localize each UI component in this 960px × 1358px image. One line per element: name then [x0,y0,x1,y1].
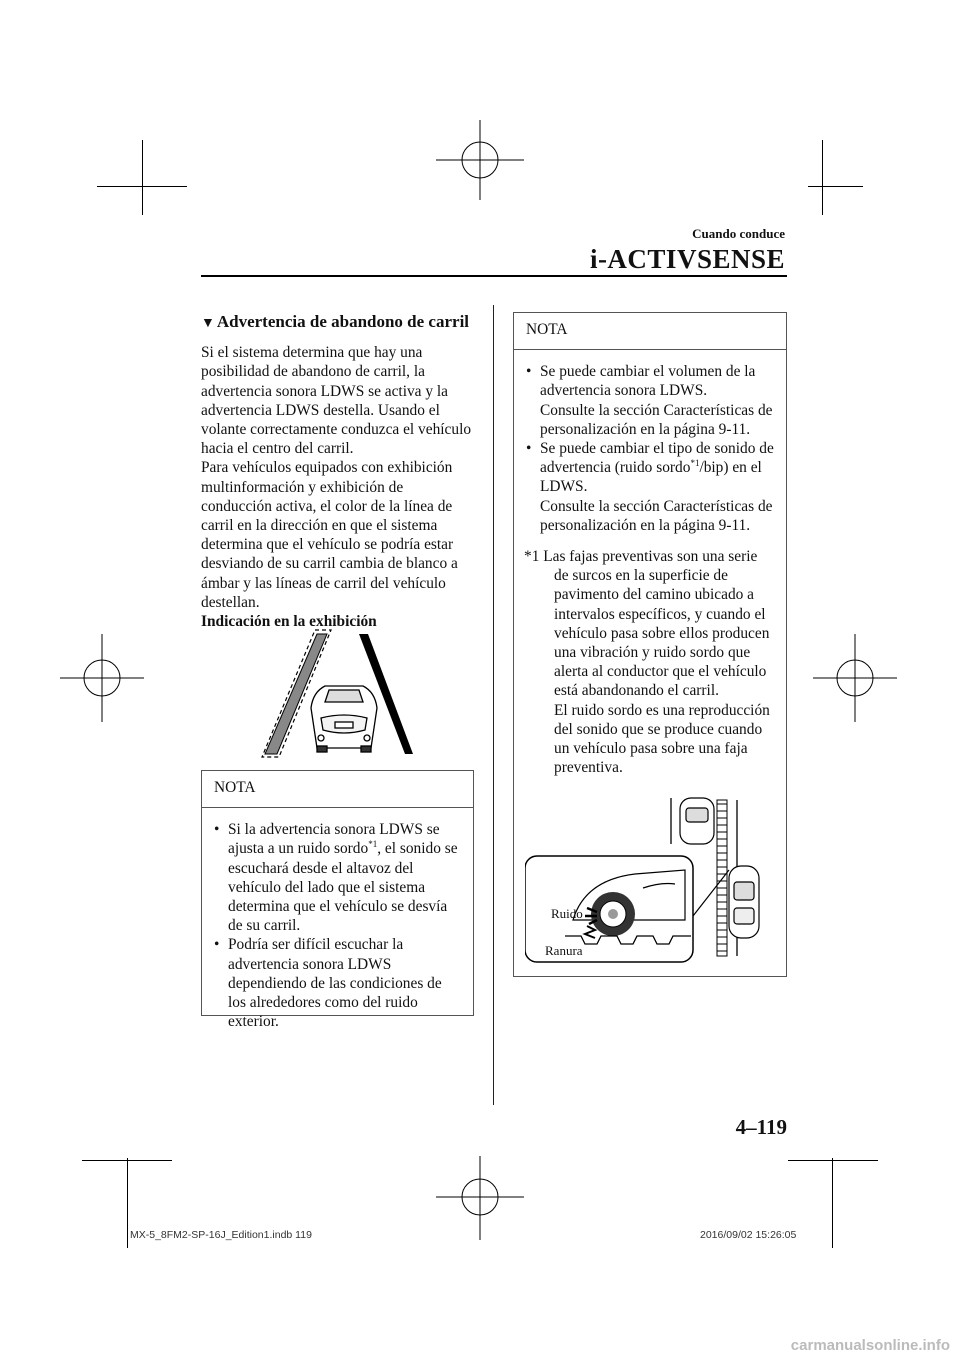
car-top-icon [729,866,759,938]
note-title: NOTA [202,771,473,808]
car-top-icon [680,798,714,844]
label-noise: Ruido [551,906,583,921]
list-item: • Se puede cambiar el tipo de sonido de advertencia (ruido sordo$^{*1}$/bip) en el LDWS. Consulte la sección Características de personalización en la página 9-11. [526,440,774,534]
bullet-icon: • [526,363,532,381]
note-list [202,808,473,1031]
body-paragraph: Si el sistema determina que hay una posibilidad de abandono de carril, la advertencia sonora LDWS se activa y la advertencia LDWS destella. Usando el volante correctamente conduzca el vehículo hacia el centro del carril. Para vehículos equipados con exhibición multinformación y exhibición de conducción activa, el color de la línea de carril en la dirección en que el sistema determina que el vehículo se podría estar desviando de su carril cambia de blanco a ámbar y las líneas de carril del vehículo destellan. [201,344,472,611]
section-heading-text: Advertencia de abandono de carril [216,312,470,331]
bullet-icon: • [526,440,532,458]
list-item: • Podría ser difícil escuchar la advertencia sonora LDWS dependiendo de las condiciones de los alrededores como del ruido exterior. [214,936,442,1031]
list-item: • Si la advertencia sonora LDWS se ajusta a un ruido sordo$^{*1}$, el sonido se escuchará desde el altavoz del vehículo del lado que el sistema determina que el vehículo se desvía de su carril. [214,821,458,935]
note-title: NOTA [514,313,786,350]
section-label: Cuando conduce [692,226,785,241]
rumble-strip-illustration [525,796,775,966]
watermark: carmanualsonline.info [790,1337,950,1354]
note-list [514,350,786,535]
chapter-title: i-ACTIVSENSE [589,244,785,274]
list-item: • Se puede cambiar el volumen de la advertencia sonora LDWS. Consulte la sección Características de personalización en la página 9-11. [526,363,773,438]
footer-file: MX-5_8FM2-SP-16J_Edition1.indb 119 [130,1229,312,1241]
note-box-left [201,770,474,1031]
bullet-icon: • [214,821,220,839]
subheading: Indicación en la exhibición [201,613,377,631]
label-groove: Ranura [545,943,583,958]
car-rear-icon [311,686,377,752]
column-divider [493,305,494,1105]
section-heading [201,312,473,333]
header-rule [201,275,787,277]
triangle-down-icon: ▼ [201,316,215,331]
left-column [201,312,473,631]
bullet-icon: • [214,936,220,954]
page-number: 4–119 [735,1115,787,1139]
footnote: *1 Las fajas preventivas son una serie de surcos en la superficie de pavimento del camino ubicado a intervalos específicos, y cuando el vehículo pasa sobre ellos producen una vibración y ruido sordo que alerta al conductor que el vehículo está abandonando el carril. El ruido sordo es una reproducción del sonido que se produce cuando un vehículo pasa sobre una faja preventiva. [524,548,770,777]
lane-departure-display-illustration [255,626,425,758]
footer-date: 2016/09/02 15:26:05 [700,1229,797,1241]
